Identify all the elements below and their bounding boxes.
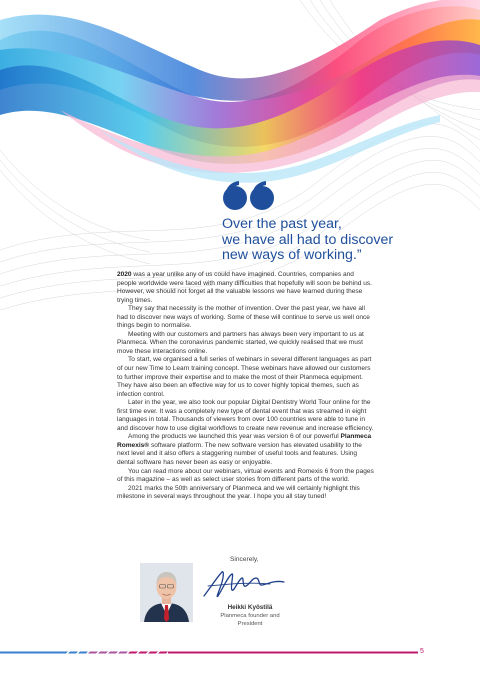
paragraph-7: You can read more about our webinars, virtual events and Romexis 6 from the pages of this magazine – as well as select user stories from different parts of the world. [117,467,374,484]
paragraph-2: They say that necessity is the mother of invention. Over the past year, we have all had to discover new ways of working. Some of these will continue to serve us well once things begin to normalise. [117,305,370,330]
quote-mark-icon [222,181,277,213]
closing-sincerely: Sincerely, [230,556,259,563]
product-name: Planmeca Romexis® [117,433,372,449]
year-lead: 2020 [117,271,132,278]
paragraph-5: Later in the year, we also took our popular Digital Dentistry World Tour online for the first time ever. It was a completely new type of dental event that was streamed in eight languages in total. Thousands of viewers from over 100 countries were able to tune in and discover how to use digital workflows to create new revenue and increase efficiency. [117,399,374,432]
signatory-title-line-1: Planmeca founder and [220,613,280,619]
headline-line-3: new ways of working.” [222,247,362,263]
paragraph-6-text-b: software platform. The new software version has elevated usability to the next level and it also offers a staggering number of useful tools and features. Using dental software has never been as easy or enjoyable. [117,441,362,467]
signatory-title-line-2: President [237,621,263,627]
paragraph-3: Meeting with our customers and partners has always been very important to us at Planmeca. When the coronavirus pandemic started, we quickly realised that we must move these interactions online. [117,330,364,355]
paragraph-6 [117,433,375,467]
letter-body [117,271,375,502]
signatory-title [195,612,305,628]
headline-line-2: we have all had to discover [222,231,394,248]
page-number: 5 [420,648,424,655]
footer-decorative-bar [0,650,418,655]
paragraph-8: 2021 marks the 50th anniversary of Planmeca and we will certainly highlight this milestone in several ways throughout the year. I hope you all stay tuned! [117,484,360,501]
headline-line-1: Over the past year, [222,216,342,232]
paragraph-4: To start, we organised a full series of webinars in several different languages as part of our new Time to Learn training concept. These webinars have allowed our customers to further improve their expertise and to make the most of their Planmeca equipment. They have also been an effective way for us to cover highly topical themes, such as infection control. [117,356,372,398]
paragraph-6-text-a: Among the products we launched this year was version 6 of our powerful [128,433,341,441]
signature [200,566,290,604]
pull-quote-headline [222,217,462,264]
paragraph-1-text: was a year unlike any of us could have imagined. Countries, companies and people worldwide were faced with many difficulties that hopefully will soon be behind us. However, we should not forget all the valuable lessons we have learned during these trying times. [117,271,372,304]
signatory-name: Heikki Kyöstilä [227,604,273,611]
paragraph-1 [117,271,375,305]
portrait-photo [140,563,193,622]
